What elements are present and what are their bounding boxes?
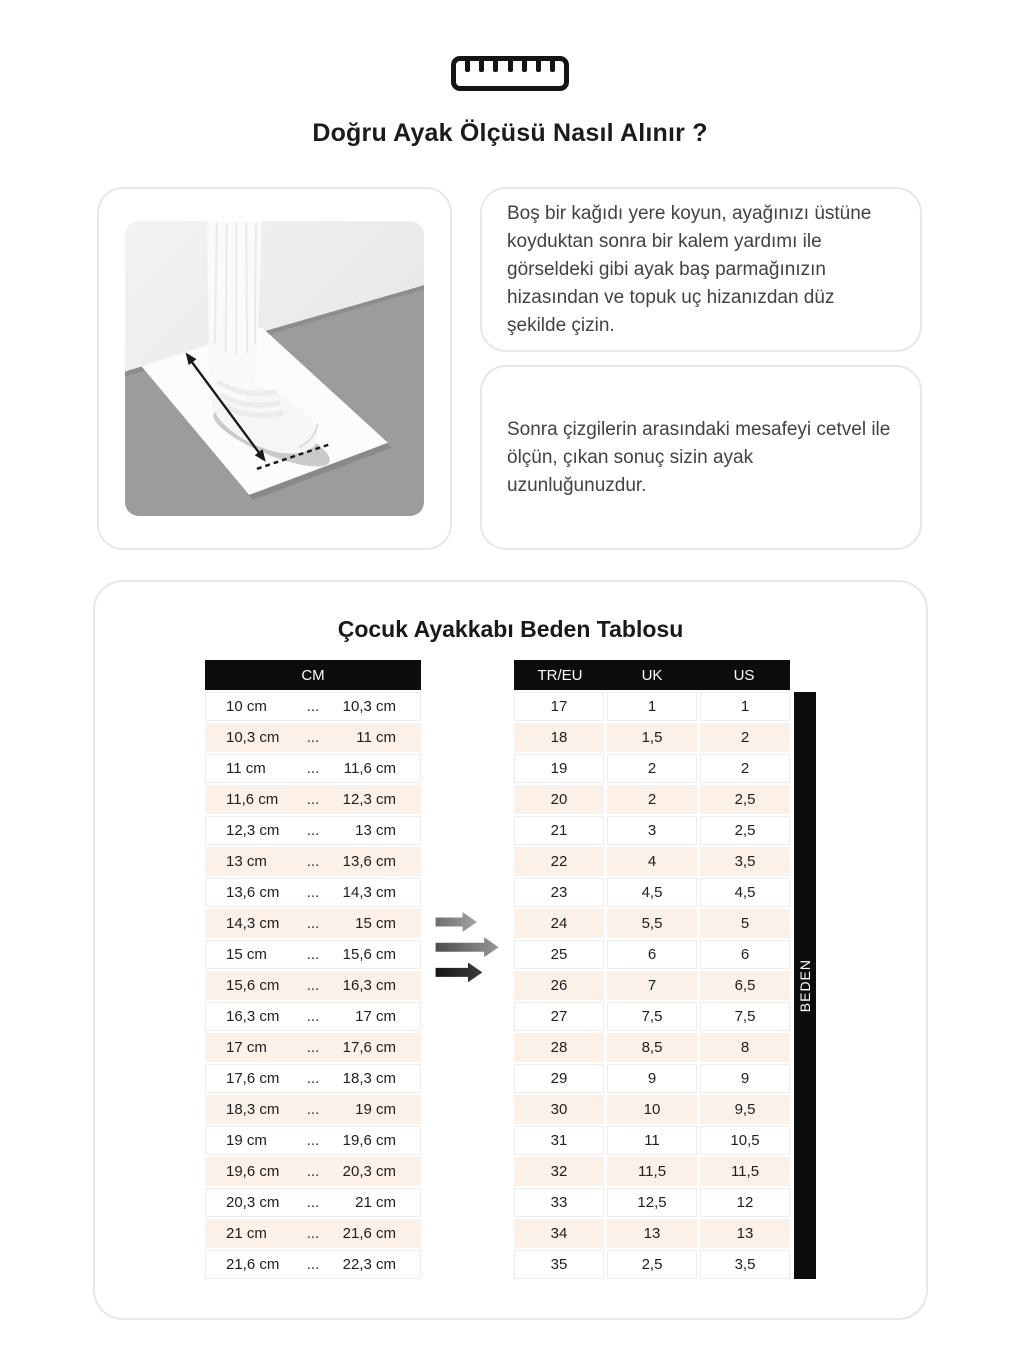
- size-cell: 19: [514, 754, 604, 783]
- size-cell: 18: [514, 723, 604, 752]
- size-cell: 5: [700, 909, 790, 938]
- cm-table-header: CM: [205, 660, 421, 690]
- cm-sep-value: ...: [306, 760, 320, 777]
- cm-from-value: 21,6 cm: [226, 1256, 280, 1273]
- sizes-table-row: [514, 816, 790, 845]
- cm-from-value: 15 cm: [226, 946, 267, 963]
- cm-table-row: [205, 1126, 421, 1155]
- size-cell: 6: [700, 940, 790, 969]
- size-cell: 3,5: [700, 1250, 790, 1279]
- cm-from-value: 19 cm: [226, 1132, 267, 1149]
- beden-label-bar: [794, 692, 816, 1279]
- cm-to-value: 20,3 cm: [342, 1163, 396, 1180]
- cm-to-value: 16,3 cm: [342, 977, 396, 994]
- size-cell: 7: [607, 971, 697, 1000]
- cm-sep-value: ...: [306, 822, 320, 839]
- instructions-column: [480, 187, 922, 550]
- size-cell: 5,5: [607, 909, 697, 938]
- size-cell: 10,5: [700, 1126, 790, 1155]
- cm-table-row: [205, 816, 421, 845]
- size-cell: 13: [607, 1219, 697, 1248]
- cm-table: [205, 660, 421, 1281]
- cm-table-row: [205, 1095, 421, 1124]
- size-cell: 6,5: [700, 971, 790, 1000]
- header: [0, 0, 1020, 148]
- size-cell: 20: [514, 785, 604, 814]
- size-cell: 4,5: [700, 878, 790, 907]
- size-cell: 22: [514, 847, 604, 876]
- sizes-table-row: [514, 1095, 790, 1124]
- col-uk: UK: [641, 666, 663, 684]
- col-us: US: [733, 666, 755, 684]
- cm-table-row: [205, 1002, 421, 1031]
- cm-sep-value: ...: [306, 1008, 320, 1025]
- cm-sep-value: ...: [306, 729, 320, 746]
- cm-table-row: [205, 754, 421, 783]
- ruler-tick: [522, 61, 527, 72]
- size-cell: 29: [514, 1064, 604, 1093]
- cm-sep-value: ...: [306, 791, 320, 808]
- cm-sep-value: ...: [306, 977, 320, 994]
- size-cell: 2,5: [607, 1250, 697, 1279]
- size-cell: 11: [607, 1126, 697, 1155]
- size-cell: 30: [514, 1095, 604, 1124]
- cm-table-row: [205, 1188, 421, 1217]
- cm-from-value: 19,6 cm: [226, 1163, 280, 1180]
- cm-sep-value: ...: [306, 1163, 320, 1180]
- size-cell: 3,5: [700, 847, 790, 876]
- cm-from-value: 17 cm: [226, 1039, 267, 1056]
- size-cell: 1: [700, 692, 790, 721]
- sizes-table-row: [514, 1188, 790, 1217]
- size-cell: 4: [607, 847, 697, 876]
- ruler-tick: [465, 61, 470, 72]
- cm-from-value: 13,6 cm: [226, 884, 280, 901]
- size-cell: 23: [514, 878, 604, 907]
- cm-table-row: [205, 940, 421, 969]
- size-cell: 11,5: [700, 1157, 790, 1186]
- page-title: Doğru Ayak Ölçüsü Nasıl Alınır ?: [312, 119, 708, 147]
- cm-sep-value: ...: [306, 1256, 320, 1273]
- cm-sep-value: ...: [306, 1101, 320, 1118]
- sizes-table: [514, 660, 790, 1281]
- sizes-table-row: [514, 847, 790, 876]
- cm-from-value: 21 cm: [226, 1225, 267, 1242]
- ruler-tick: [536, 61, 541, 72]
- cm-sep-value: ...: [306, 946, 320, 963]
- sizes-table-row: [514, 1219, 790, 1248]
- ruler-tick: [508, 61, 513, 72]
- cm-to-value: 13 cm: [355, 822, 396, 839]
- cm-from-value: 10,3 cm: [226, 729, 280, 746]
- cm-table-body: [205, 692, 421, 1279]
- size-cell: 9: [607, 1064, 697, 1093]
- size-cell: 4,5: [607, 878, 697, 907]
- cm-sep-value: ...: [306, 1070, 320, 1087]
- cm-table-row: [205, 971, 421, 1000]
- ruler-tick: [493, 61, 498, 72]
- cm-from-value: 16,3 cm: [226, 1008, 280, 1025]
- size-cell: 2: [607, 785, 697, 814]
- sizes-table-row: [514, 1002, 790, 1031]
- cm-sep-value: ...: [306, 698, 320, 715]
- cm-sep-value: ...: [306, 884, 320, 901]
- sizes-table-row: [514, 971, 790, 1000]
- size-cell: 32: [514, 1157, 604, 1186]
- cm-sep-value: ...: [306, 1194, 320, 1211]
- size-cell: 1,5: [607, 723, 697, 752]
- cm-table-row: [205, 909, 421, 938]
- how-to-section: [0, 187, 1020, 550]
- size-cell: 17: [514, 692, 604, 721]
- cm-from-value: 12,3 cm: [226, 822, 280, 839]
- cm-from-value: 13 cm: [226, 853, 267, 870]
- cm-table-row: [205, 1033, 421, 1062]
- cm-table-row: [205, 785, 421, 814]
- size-cell: 7,5: [607, 1002, 697, 1031]
- sizes-table-row: [514, 1033, 790, 1062]
- size-cell: 26: [514, 971, 604, 1000]
- foot-measurement-photo: [125, 221, 424, 516]
- sizes-table-header: [514, 660, 790, 690]
- size-cell: 27: [514, 1002, 604, 1031]
- ruler-tick: [479, 61, 484, 72]
- cm-to-value: 17 cm: [355, 1008, 396, 1025]
- cm-to-value: 21 cm: [355, 1194, 396, 1211]
- size-cell: 11,5: [607, 1157, 697, 1186]
- instruction-step1-text: Boş bir kağıdı yere koyun, ayağınızı üstüne koyduktan sonra bir kalem yardımı ile görseldeki gibi ayak baş parmağınızın hizasından ve topuk uç hizanızdan düz şekilde çizin.: [507, 202, 872, 336]
- size-cell: 2: [700, 754, 790, 783]
- cm-to-value: 18,3 cm: [342, 1070, 396, 1087]
- beden-label: BEDEN: [797, 958, 813, 1013]
- size-cell: 10: [607, 1095, 697, 1124]
- cm-sep-value: ...: [306, 1225, 320, 1242]
- size-tables: [95, 660, 926, 1281]
- cm-to-value: 11 cm: [356, 729, 396, 746]
- cm-table-row: [205, 1064, 421, 1093]
- cm-to-value: 10,3 cm: [342, 698, 396, 715]
- sizes-table-row: [514, 1126, 790, 1155]
- size-cell: 1: [607, 692, 697, 721]
- cm-from-value: 18,3 cm: [226, 1101, 280, 1118]
- cm-to-value: 13,6 cm: [342, 853, 396, 870]
- size-cell: 13: [700, 1219, 790, 1248]
- size-cell: 9,5: [700, 1095, 790, 1124]
- cm-sep-value: ...: [306, 853, 320, 870]
- size-table-title: Çocuk Ayakkabı Beden Tablosu: [337, 616, 684, 642]
- cm-from-value: 17,6 cm: [226, 1070, 280, 1087]
- size-cell: 2,5: [700, 785, 790, 814]
- size-cell: 2,5: [700, 816, 790, 845]
- size-table-card: [93, 580, 928, 1320]
- col-tr-eu: TR/EU: [537, 666, 583, 684]
- size-cell: 8: [700, 1033, 790, 1062]
- size-cell: 35: [514, 1250, 604, 1279]
- cm-from-value: 14,3 cm: [226, 915, 280, 932]
- sizes-table-row: [514, 940, 790, 969]
- sizes-table-row: [514, 754, 790, 783]
- sizes-table-row: [514, 785, 790, 814]
- cm-table-row: [205, 878, 421, 907]
- sizes-table-row: [514, 723, 790, 752]
- instruction-card-2: [480, 365, 922, 550]
- size-cell: 9: [700, 1064, 790, 1093]
- size-cell: 6: [607, 940, 697, 969]
- cm-to-value: 19 cm: [355, 1101, 396, 1118]
- ruler-tick: [550, 61, 555, 72]
- cm-sep-value: ...: [306, 1039, 320, 1056]
- size-cell: 7,5: [700, 1002, 790, 1031]
- sizes-table-row: [514, 878, 790, 907]
- sizes-table-row: [514, 692, 790, 721]
- size-cell: 33: [514, 1188, 604, 1217]
- cm-to-value: 14,3 cm: [342, 884, 396, 901]
- size-cell: 21: [514, 816, 604, 845]
- size-cell: 31: [514, 1126, 604, 1155]
- ruler-icon: [451, 56, 569, 91]
- cm-sep-value: ...: [306, 1132, 320, 1149]
- sizes-table-body: [514, 692, 790, 1279]
- cm-table-row: [205, 1250, 421, 1279]
- size-cell: 25: [514, 940, 604, 969]
- instruction-card-1: [480, 187, 922, 352]
- cm-table-row: [205, 692, 421, 721]
- size-cell: 3: [607, 816, 697, 845]
- cm-to-value: 21,6 cm: [342, 1225, 396, 1242]
- cm-to-value: 22,3 cm: [342, 1256, 396, 1273]
- cm-table-row: [205, 847, 421, 876]
- cm-table-row: [205, 1219, 421, 1248]
- cm-from-value: 15,6 cm: [226, 977, 280, 994]
- size-cell: 24: [514, 909, 604, 938]
- sizes-table-row: [514, 1064, 790, 1093]
- size-cell: 2: [700, 723, 790, 752]
- measurement-photo-card: [97, 187, 452, 550]
- size-cell: 28: [514, 1033, 604, 1062]
- size-cell: 2: [607, 754, 697, 783]
- foot-measurement-illustration: [125, 221, 424, 516]
- cm-to-value: 15 cm: [355, 915, 396, 932]
- cm-to-value: 19,6 cm: [342, 1132, 396, 1149]
- sizes-table-row: [514, 1157, 790, 1186]
- cm-from-value: 20,3 cm: [226, 1194, 280, 1211]
- cm-to-value: 15,6 cm: [342, 946, 396, 963]
- triple-right-arrows-icon: [432, 908, 504, 990]
- sizes-table-row: [514, 1250, 790, 1279]
- size-cell: 34: [514, 1219, 604, 1248]
- arrow-box: [421, 908, 514, 990]
- cm-from-value: 11 cm: [226, 760, 266, 777]
- cm-table-row: [205, 1157, 421, 1186]
- size-cell: 12: [700, 1188, 790, 1217]
- cm-to-value: 11,6 cm: [343, 760, 396, 777]
- sizes-table-row: [514, 909, 790, 938]
- size-cell: 8,5: [607, 1033, 697, 1062]
- cm-from-value: 10 cm: [226, 698, 267, 715]
- cm-table-row: [205, 723, 421, 752]
- cm-to-value: 12,3 cm: [342, 791, 396, 808]
- size-cell: 12,5: [607, 1188, 697, 1217]
- cm-to-value: 17,6 cm: [342, 1039, 396, 1056]
- cm-sep-value: ...: [306, 915, 320, 932]
- cm-from-value: 11,6 cm: [226, 791, 279, 808]
- instruction-step2-text: Sonra çizgilerin arasındaki mesafeyi cetvel ile ölçün, çıkan sonuç sizin ayak uzunluğunuzdur.: [507, 418, 891, 496]
